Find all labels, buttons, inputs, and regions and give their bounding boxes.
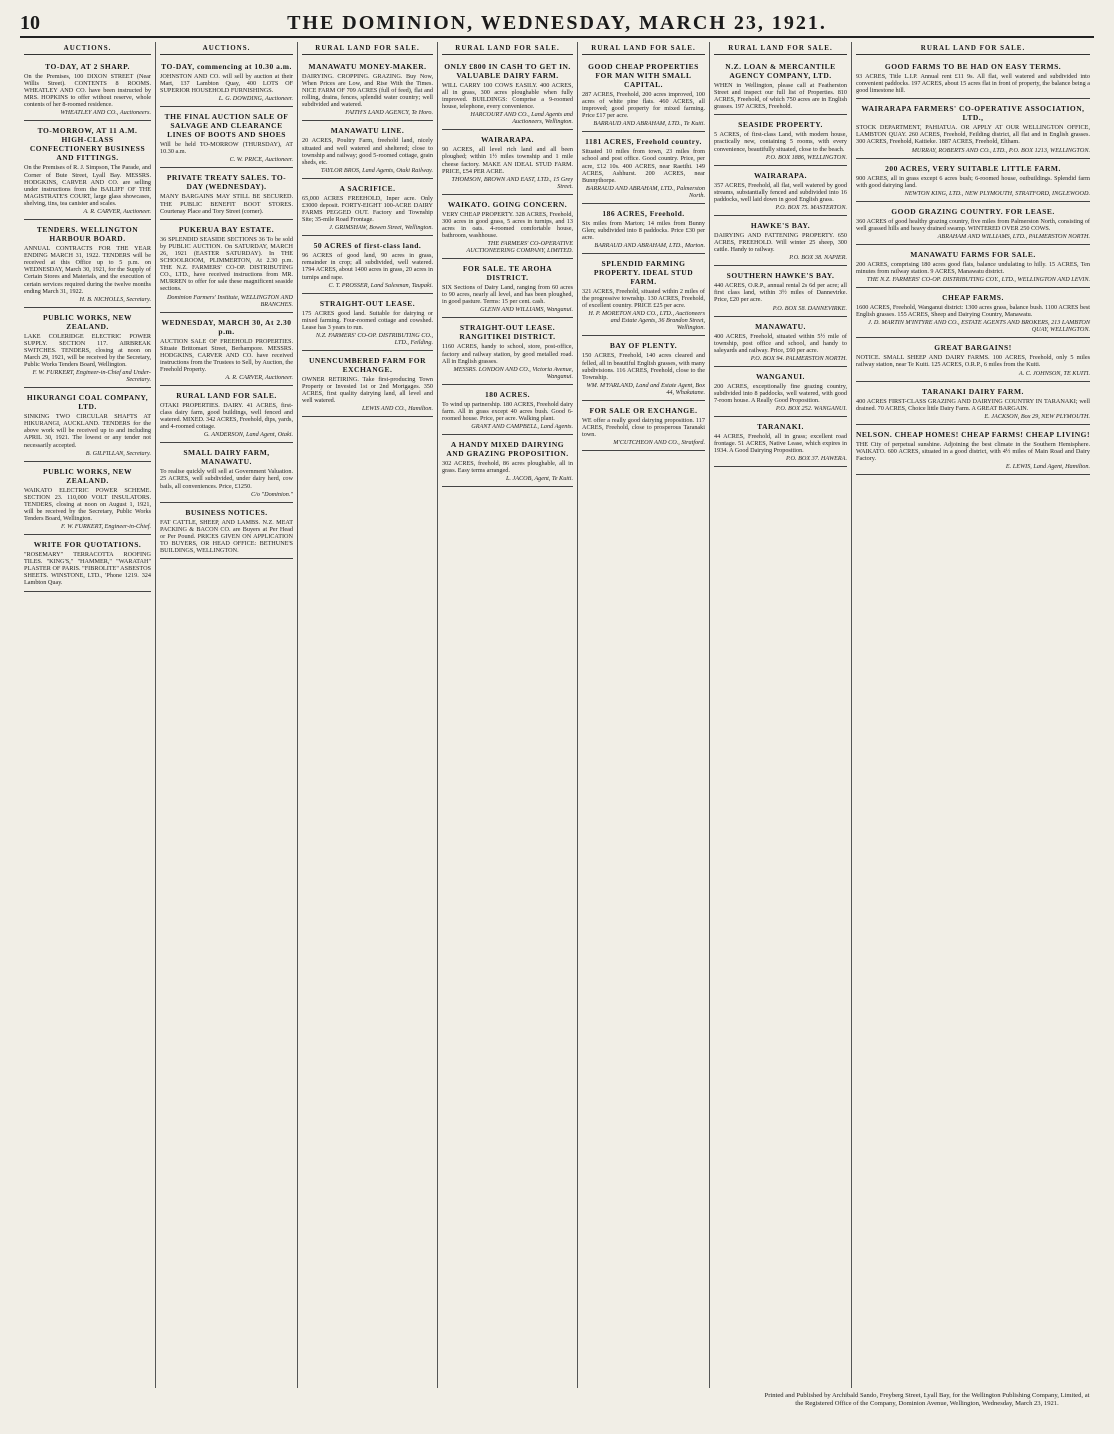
ad-body: THE City of perpetual sunshine. Adjoining the best climate in the Southern Hemisphere. WAIKATO. 600 ACRES, situated in a good district, with 4½ miles of Main Road and Dairy Factory.: [856, 440, 1090, 462]
ad-signature: MESSRS. LONDON AND CO., Victoria Avenue, Wanganui.: [453, 365, 573, 380]
advertisement: [714, 317, 847, 367]
column-1: [20, 42, 156, 1388]
advertisement: [24, 121, 151, 220]
ad-body: 175 ACRES good land. Suitable for dairying or mixed farming. Four-roomed cottage and cowshed. Lease has 3 years to run.: [302, 309, 433, 331]
advertisement: [856, 425, 1090, 475]
column-heading: AUCTIONS.: [160, 42, 293, 55]
ad-signature: BARRAUD AND ABRAHAM, LTD., Palmerston North.: [585, 184, 705, 199]
ad-title: NELSON. CHEAP HOMES! CHEAP FARMS! CHEAP LIVING!: [856, 429, 1091, 439]
column-heading: AUCTIONS.: [24, 42, 151, 55]
ad-signature: C. W. PRICE, Auctioneer.: [229, 156, 293, 164]
ad-title: 50 ACRES of first-class land.: [313, 241, 422, 251]
ad-body: To wind up partnership. 180 ACRES, Freehold dairy farm. All in grass except 40 acres bush. Good 6-roomed house. Price, per acre. Walking plant.: [442, 400, 573, 422]
ad-title: GOOD GRAZING COUNTRY. FOR LEASE.: [891, 206, 1055, 216]
advertisement: [160, 503, 293, 559]
ad-signature: BARRAUD AND ABRAHAM, LTD., Te Kuiti.: [593, 120, 705, 128]
ad-signature: P.O. BOX 58. DANNEVIRKE.: [772, 304, 847, 312]
advertisement: [160, 220, 293, 313]
ad-title: WAIRARAPA FARMERS' CO-OPERATIVE ASSOCIATION, LTD.,: [861, 104, 1085, 123]
ad-signature: C/o "Dominion.": [251, 490, 293, 498]
ad-title: FOR SALE OR EXCHANGE.: [589, 405, 698, 415]
advertisement: [714, 417, 847, 467]
ad-title: WAIKATO. GOING CONCERN.: [447, 199, 568, 209]
ad-body: OTAKI PROPERTIES. DAIRY. 41 ACRES, first-class dairy farm, good buildings, well fenced and watered. MIXED. 342 ACRES, Freehold, dips, yards, and 4-roomed cottage.: [160, 401, 294, 431]
ad-title: SEASIDE PROPERTY.: [738, 120, 823, 130]
ad-title: SMALL DAIRY FARM, MANAWATU.: [183, 448, 270, 467]
ad-signature: A. C. JOHNSON, TE KUITI.: [1018, 369, 1090, 377]
ad-title: PUKERUA BAY ESTATE.: [178, 224, 275, 234]
ad-signature: P.O. BOX 94. PALMERSTON NORTH.: [750, 354, 847, 362]
advertisement: [582, 204, 705, 254]
advertisement: [714, 115, 847, 165]
ad-body: Six miles from Marton; 14 miles from Bunny Glen; subdivided into 8 paddocks. Price £30 per acre.: [582, 219, 705, 242]
column-heading: RURAL LAND FOR SALE.: [442, 42, 573, 55]
column-7: [852, 42, 1094, 1388]
advertisement: [24, 388, 151, 461]
advertisement: [442, 435, 573, 487]
advertisement: [442, 318, 573, 384]
ad-signature: J. GRIMSHAW, Bowen Street, Wellington.: [329, 224, 433, 232]
ad-body: Will be held TO-MORROW (THURSDAY), AT 10.30 a.m.: [160, 141, 293, 156]
advertisement: [442, 57, 573, 130]
ad-title: GREAT BARGAINS!: [934, 343, 1012, 353]
ad-signature: L. G. DOWDING, Auctioneer.: [218, 95, 293, 103]
advertisement: [302, 179, 433, 236]
ad-title: RURAL LAND FOR SALE.: [176, 390, 277, 400]
ad-title: STRAIGHT-OUT LEASE. RANGITIKEI DISTRICT.: [459, 323, 556, 342]
ad-body: 1160 ACRES, handy to school, store, post-office, factory and railway station, by good metalled road. All in English grasses.: [442, 343, 573, 365]
advertisement: [302, 236, 433, 293]
ad-body: 1600 ACRES, Freehold, Wanganui district: 1300 acres grass, balance bush. 1100 ACRES best English grasses. 155 ACRES, Sheep and Dairying Country, Manawatu.: [856, 304, 1090, 319]
ad-title: HAWKE'S BAY.: [750, 220, 811, 230]
ad-body: DAIRYING AND FATTENING PROPERTY. 650 ACRES, FREEHOLD. Will winter 25 sheep, 300 cattle. Handy to railway.: [714, 231, 847, 254]
ad-body: 200 ACRES, comprising 180 acres good flats, balance undulating to hilly. 15 ACRES, Ten minutes from railway station. 9 ACRES, Manawatu district.: [856, 260, 1090, 276]
column-heading: RURAL LAND FOR SALE.: [302, 42, 433, 55]
ad-signature: H. P. MORETON AND CO., LTD., Auctioneers and Estate Agents, 36 Brandon Street, Wellington.: [588, 310, 705, 332]
ad-signature: B. GILFILLAN, Secretary.: [85, 449, 151, 457]
advertisement: [24, 462, 151, 535]
ad-title: HIKURANGI COAL COMPANY, LTD.: [26, 393, 149, 412]
ad-body: 20 ACRES, Poultry Farm, freehold land, nicely situated and well watered and sheltered; close to township and railway; good 5-roomed cottage, grain sheds, etc.: [302, 137, 433, 166]
ad-body: On the Premises, 100 DIXON STREET (Near Willis Street). CONTENTS 8 ROOMS. WHEATLEY AND CO. have been instructed by MRS. HOPKINS to offer without reserve, whole contents of her 8-roomed residence.: [24, 73, 151, 109]
ad-title: WAIRARAPA.: [754, 170, 807, 180]
ad-signature: H. B. NICHOLLS, Secretary.: [79, 295, 151, 303]
ad-title: 180 ACRES.: [484, 389, 530, 399]
advertisement: [302, 351, 433, 417]
ad-body: 302 ACRES, freehold, 86 acres ploughable, all in grass. Easy terms arranged.: [442, 459, 573, 475]
ad-title: UNENCUMBERED FARM FOR EXCHANGE.: [308, 355, 427, 374]
advertisement: [856, 382, 1090, 425]
masthead: [20, 10, 1094, 38]
column-5: [578, 42, 710, 1388]
ad-title: THE FINAL AUCTION SALE OF SALVAGE AND CLEARANCE LINES OF BOOTS AND SHOES: [164, 112, 289, 140]
advertisement: [160, 443, 293, 502]
advertisement: [302, 121, 433, 178]
ad-title: ONLY £800 IN CASH TO GET IN. VALUABLE DAIRY FARM.: [444, 62, 571, 80]
ad-body: MANY BARGAINS MAY STILL BE SECURED. THE PUBLIC BENEFIT BOOT STORES. Courtenay Place and Tory Street (corner).: [160, 193, 293, 215]
ad-title: MANAWATU LINE.: [330, 126, 405, 136]
ad-signature: P.O. BOX 252. WANGANUI.: [775, 405, 847, 413]
ad-body: ANNUAL CONTRACTS FOR THE YEAR ENDING MARCH 31, 1922. TENDERS will be received at this Office up to 5 p.m. on WEDNESDAY, March 30, 1921, for the Supply of Certain Stores and Materials, and the execution of certain services required during the twelve months ending March 31, 1922.: [24, 245, 151, 295]
ad-body: NOTICE. SMALL SHEEP AND DAIRY FARMS. 100 ACRES, Freehold, only 5 miles railway station, near Te Kuiti. 125 ACRES, O.R.P., 6 miles from the Kuiti.: [856, 354, 1090, 369]
ad-signature: J. D. MARTIN M'INTYRE AND CO., ESTATE AGENTS AND BROKERS, 213 LAMBTON QUAY, WELLINGTON.: [868, 319, 1090, 334]
ad-title: TO-DAY, commencing at 10.30 a.m.: [161, 62, 292, 71]
ad-signature: G. ANDERSON, Land Agent, Otaki.: [203, 431, 293, 439]
advertisement: [856, 159, 1090, 202]
ad-title: TENDERS. WELLINGTON HARBOUR BOARD.: [36, 225, 139, 244]
advertisement: [582, 254, 705, 336]
ad-signature: F. W. FURKERT, Engineer-in-Chief and Under-Secretary.: [32, 369, 151, 384]
ad-body: SINKING TWO CIRCULAR SHAFTS AT HIKURANGI, AUCKLAND. TENDERS for the above work will be received up to and including APRIL 30, 1921. The lowest or any tender not necessarily accepted.: [24, 413, 151, 449]
ad-signature: F. W. FURKERT, Engineer-in-Chief.: [61, 523, 151, 531]
ad-signature: THOMSON, BROWN AND EAST, LTD., 15 Grey Street.: [451, 175, 573, 190]
ad-body: 96 ACRES of good land, 90 acres in grass, remainder in crop; all subdivided, well watered. 1794 ACRES, about 1400 acres in grass, 20 acres in turnips and rape.: [302, 252, 433, 281]
ad-body: FAT CATTLE, SHEEP, AND LAMBS. N.Z. MEAT PACKING & BACON CO. are Buyers at Per Head or Per Pound. PRICES GIVEN ON APPLICATION TO BUYERS, OR HEAD OFFICE: BETHUNE'S BUILDINGS, WELLINGTON.: [160, 518, 293, 554]
advertisement: [160, 386, 293, 443]
advertisement: [856, 202, 1090, 245]
ad-signature: E. JACKSON, Box 29, NEW PLYMOUTH.: [984, 412, 1090, 420]
advertisement: [582, 401, 705, 451]
ad-signature: LEWIS AND CO., Hamilton.: [361, 405, 433, 413]
ad-signature: THE FARMERS' CO-OPERATIVE AUCTIONEERING COMPANY, LIMITED.: [466, 240, 573, 255]
ad-title: 1181 ACRES, Freehold country.: [585, 137, 702, 147]
ad-body: AUCTION SALE OF FREEHOLD PROPERTIES. Situate Brittomart Street, Berhampore. MESSRS. HODGKINS, CARVER AND CO. have received instructions from the Trustees to Sell, by Auction, the Freehold Property.: [160, 337, 293, 373]
ad-body: WE offer a really good dairying proposition. 117 ACRES, Freehold, close to prosperous Taranaki town.: [582, 416, 705, 438]
column-2: [156, 42, 298, 1388]
ad-body: 90 ACRES, all level rich land and all been ploughed; within 1½ miles township and 1 mile cheese factory. MAKE AN IDEAL STUD FARM. PRICE, £54 PER ACRE.: [442, 146, 573, 175]
advertisement: [856, 245, 1090, 288]
ad-title: WRITE FOR QUOTATIONS.: [33, 540, 142, 550]
ad-body: VERY CHEAP PROPERTY. 328 ACRES, Freehold, 300 acres in good grass, 5 acres in turnips, and 13 acres in oats. 4-roomed comfortable house, bathroom, washhouse.: [442, 210, 573, 240]
advertisement: [24, 308, 151, 388]
ad-title: MANAWATU FARMS FOR SALE.: [910, 249, 1036, 259]
ad-signature: N.Z. FARMERS' CO-OP. DISTRIBUTING CO., LTD., Feilding.: [315, 331, 433, 346]
ad-body: OWNER RETIRING. Take first-producing Town Property or Invested 1st or 2nd Mortgages. 350 ACRES, first quality dairying land, all level and well watered.: [302, 375, 433, 405]
ad-body: 440 ACRES, O.R.P., annual rental 2s 6d per acre; all first class land, within 3½ miles of Dannevirke. Price, £20 per acre.: [714, 282, 847, 304]
ad-title: SPLENDID FARMING PROPERTY. IDEAL STUD FARM.: [593, 259, 694, 287]
ad-body: 44 ACRES, Freehold, all in grass; excellent road frontage. 51 ACRES, Native Lease, which expires in 1934. A Good Dairying Proposition.: [714, 433, 847, 455]
ad-title: WEDNESDAY, MARCH 30, At 2.30 p.m.: [161, 317, 292, 336]
ad-signature: FAITH'S LAND AGENCY, Te Horo.: [345, 109, 433, 117]
ad-body: 357 ACRES, Freehold, all flat, well watered by good streams, substantially fenced and subdivided into 16 paddocks, well laid down in good English grass.: [714, 181, 847, 203]
advertisement: [856, 288, 1090, 338]
ad-title: MANAWATU MONEY-MAKER.: [308, 62, 427, 71]
advertisement: [856, 57, 1090, 99]
ad-body: WILL CARRY 100 COWS EASILY. 400 ACRES, all in grass, 300 acres ploughable when fully improved. BUILDINGS: Comprise a 9-roomed house, telephone, every convenience.: [442, 82, 573, 111]
ad-body: WAIKATO ELECTRIC POWER SCHEME. SECTION 23. 110,000 VOLT INSULATORS. TENDERS, closing at noon on August 1, 1921, will be received by the Secretary, Public Works Tenders Board, Wellington.: [24, 486, 151, 522]
ad-title: GOOD FARMS TO BE HAD ON EASY TERMS.: [884, 62, 1062, 71]
advertisement: [160, 107, 293, 168]
ad-body: 36 SPLENDID SEASIDE SECTIONS 36 To be sold by PUBLIC AUCTION. On SATURDAY, MARCH 26, 1921 (EASTER SATURDAY). In THE SCHOOLROOM, PLIMMERTON, At 2.30 p.m. THE N.Z. FARMERS' CO-OP. DISTRIBUTING CO., LTD., have received instructions from MR. MURREN to offer for sale these magnificent seaside sections.: [160, 235, 293, 293]
ad-signature: THE N.Z. FARMERS' CO-OP. DISTRIBUTING COY., LTD., WELLINGTON AND LEVIN.: [866, 276, 1090, 284]
column-heading: RURAL LAND FOR SALE.: [582, 42, 705, 55]
newspaper-title: THE DOMINION, WEDNESDAY, MARCH 23, 1921.: [287, 12, 827, 34]
column-heading: RURAL LAND FOR SALE.: [714, 42, 847, 55]
ad-title: MANAWATU.: [755, 321, 806, 331]
ad-title: A SACRIFICE.: [339, 183, 396, 193]
ad-signature: M'CUTCHEON AND CO., Stratford.: [613, 439, 705, 447]
advertisement: [582, 336, 705, 400]
ad-signature: L. JACOB, Agent, Te Kuiti.: [505, 475, 573, 483]
advertisement: [302, 57, 433, 121]
ad-signature: NEWTON KING, LTD., NEW PLYMOUTH, STRATFORD, INGLEWOOD.: [904, 189, 1090, 197]
ad-body: "ROSEMARY" TERRACOTTA ROOFING TILES. "KING'S," "HAMMER," "WARATAH" PLASTER OF PARIS. "FIBROLITE" ASBESTOS SHEETS. WINSTONE, LTD., 'Phone 1219. 324 Lambton Quay.: [24, 551, 151, 587]
advertisement: [714, 367, 847, 417]
ad-body: LAKE COLERIDGE ELECTRIC POWER SUPPLY. SECTION 117. AIRBREAK SWITCHES. TENDERS, closing at noon on March 29, 1921, will be received by the Secretary, Public Works Tenders Board, Wellington.: [24, 332, 151, 369]
advertisement: [302, 294, 433, 351]
ad-title: A HANDY MIXED DAIRYING AND GRAZING PROPOSITION.: [446, 439, 569, 458]
ad-body: 900 ACRES, all in grass except 6 acres bush; 6-roomed house, outbuildings. Splendid farm with good dairying land.: [856, 174, 1090, 189]
ad-title: 186 ACRES, Freehold.: [602, 208, 685, 218]
advertisement: [582, 57, 705, 132]
ad-title: GOOD CHEAP PROPERTIES FOR MAN WITH SMALL CAPITAL.: [588, 62, 699, 89]
ad-body: 200 ACRES, exceptionally fine grazing country, subdivided into 8 paddocks, well watered, with good 7-room house. A Really Good Proposition.: [714, 382, 847, 404]
ad-signature: P.O. BOX 75. MASTERTON.: [775, 203, 847, 211]
advertisement: [442, 259, 573, 318]
ad-body: STOCK DEPARTMENT, PAHIATUA. OR APPLY AT OUR WELLINGTON OFFICE, LAMBTON QUAY. 260 ACRES, Freehold, Feilding district, all flat and in English grasses. 300 ACRES, Freehold, Kaitieke. 1887 ACRES, Freehold, Eltham.: [856, 124, 1090, 146]
ad-title: CHEAP FARMS.: [942, 293, 1004, 303]
ad-body: DAIRYING. CROPPING. GRAZING. Buy Now, When Prices are Low, and Rise With the Times. NICE FARM OF 709 ACRES (full of feed), flat and rolling, drains, fences, splendid water country; well subdivided and watered.: [302, 73, 433, 109]
ad-title: PUBLIC WORKS, NEW ZEALAND.: [42, 312, 132, 331]
column-heading: RURAL LAND FOR SALE.: [856, 42, 1090, 55]
column-3: [298, 42, 438, 1388]
advertisement: [442, 130, 573, 194]
advertisement: [714, 166, 847, 216]
ad-signature: GLENN AND WILLIAMS, Wanganui.: [480, 306, 573, 314]
ad-title: WAIRARAPA.: [481, 135, 534, 145]
column-6: [710, 42, 852, 1388]
advertisement: [442, 385, 573, 435]
ad-title: STRAIGHT-OUT LEASE.: [319, 298, 416, 308]
column-4: [438, 42, 578, 1388]
ad-body: 321 ACRES, Freehold, situated within 2 miles of the progressive township. 130 ACRES, Freehold, of excellent country. PRICE £25 per acre.: [582, 288, 705, 310]
ad-signature: P.O. BOX 38. NAPIER.: [789, 254, 847, 262]
advertisement: [160, 313, 293, 386]
ad-signature: P.O. BOX 1886, WELLINGTON.: [765, 153, 847, 161]
ad-body: SIX Sections of Dairy Land, ranging from 60 acres to 90 acres, nearly all level, and has been ploughed, in good pasture. Terms: 15 per cent. cash.: [442, 284, 573, 306]
ad-title: TARANAKI DAIRY FARM.: [922, 386, 1024, 396]
ad-signature: WM. M'FARLAND, Land and Estate Agent, Box 44, Whakatane.: [586, 381, 705, 396]
advertisement: [582, 132, 705, 203]
ad-body: 5 ACRES, of first-class Land, with modern house, practically new, containing 5 rooms, with every convenience, beautifully situated, close to the beach.: [714, 131, 847, 153]
ad-body: Situated 10 miles from town, 23 miles from school and post office. Good country. Price, per acre, £12 10s. 400 ACRES, near Raetihi. 149 ACRES, Ashhurst. 200 ACRES, near Bunnythorpe.: [582, 148, 705, 184]
ad-body: To realise quickly will sell at Government Valuation. 25 ACRES, well subdivided, under dairy herd, cow bails, all conveniences. Price, £1250.: [160, 468, 293, 490]
advertisement: [24, 535, 151, 591]
advertisement: [856, 338, 1090, 381]
advertisement: [714, 57, 847, 115]
ad-signature: A. R. CARVER, Auctioneer.: [225, 373, 293, 381]
ad-signature: C. T. PROSSER, Land Salesman, Taupaki.: [328, 281, 433, 289]
advertisement: [442, 195, 573, 259]
advertisement: [160, 168, 293, 219]
ad-title: TO-MORROW, AT 11 A.M. HIGH-CLASS CONFECTIONERY BUSINESS AND FITTINGS.: [29, 126, 146, 163]
ad-signature: A. R. CARVER, Auctioneer.: [83, 208, 151, 216]
ad-body: 400 ACRES FIRST-CLASS GRAZING AND DAIRYING COUNTRY IN TARANAKI; well drained. 70 ACRES, Choice little Dairy Farm. A GREAT BARGAIN.: [856, 397, 1090, 412]
ad-body: 400 ACRES, Freehold, situated within 5½ mile of township, post office and school, and handy to saleyards and railway. Price, £60 per acre.: [714, 332, 847, 354]
ad-signature: ABRAHAM AND WILLIAMS, LTD., PALMERSTON NORTH.: [937, 232, 1090, 240]
ad-body: JOHNSTON AND CO. will sell by auction at their Mart, 137 Lambton Quay, 400 LOTS OF SUPERIOR HOUSEHOLD FURNISHINGS.: [160, 73, 293, 95]
printer-imprint: Printed and Published by Archibald Sando, Freyberg Street, Lyall Bay, for the Wellington Publishing Company, Limited, at the Registered Office of the Company, Dominion Avenue, Wellington, Wednesday, March 23, 1921.: [764, 1392, 1090, 1407]
ad-title: SOUTHERN HAWKE'S BAY.: [726, 271, 835, 281]
advertisement: [714, 266, 847, 316]
ad-signature: GRANT AND CAMPBELL, Land Agents.: [471, 422, 573, 430]
ad-signature: HARCOURT AND CO., Land Agents and Auctioneers, Wellington.: [470, 111, 573, 126]
ad-signature: Dominion Farmers' Institute, WELLINGTON AND BRANCHES.: [166, 293, 293, 308]
ad-title: 200 ACRES, VERY SUITABLE LITTLE FARM.: [885, 163, 1061, 173]
ad-signature: MURRAY, ROBERTS AND CO., LTD., P.O. BOX 1213, WELLINGTON.: [911, 146, 1090, 154]
ad-signature: WHEATLEY AND CO., Auctioneers.: [60, 109, 151, 117]
ad-title: BAY OF PLENTY.: [609, 341, 678, 351]
ad-body: 287 ACRES, Freehold, 200 acres improved, 100 acres of white pine flats. 460 ACRES, all improved; good property for mixed farming. Price £17 per acre.: [582, 91, 705, 120]
ad-title: WANGANUI.: [756, 371, 805, 381]
ad-title: N.Z. LOAN & MERCANTILE AGENCY COMPANY, LTD.: [725, 62, 836, 80]
page-number: 10: [20, 12, 40, 34]
ad-body: 93 ACRES, Title L.I.P. Annual rent £11 9s. All flat, well watered and subdivided into convenient paddocks. 197 ACRES, about 15 acres flat in front of property, the balance being a good limestone hill.: [856, 73, 1090, 95]
ad-title: TARANAKI.: [757, 422, 804, 432]
ad-title: FOR SALE. TE AROHA DISTRICT.: [462, 264, 553, 283]
columns-container: [20, 42, 1094, 1388]
advertisement: [714, 216, 847, 266]
advertisement: [160, 57, 293, 107]
ad-body: 150 ACRES, Freehold, 140 acres cleared and felled, all in beautiful English grasses, with many subdivisions. 116 ACRES, Freehold, close to the Township.: [582, 352, 705, 381]
advertisement: [24, 220, 151, 308]
ad-signature: TAYLOR BROS, Land Agents, Otaki Railway.: [320, 166, 433, 174]
ad-title: PRIVATE TREATY SALES. TO-DAY (WEDNESDAY).: [166, 173, 287, 192]
ad-signature: P.O. BOX 37. HAWERA.: [785, 455, 847, 463]
ad-body: 65,000 ACRES FREEHOLD, Inper acre. Only £3000 deposit. FORTY-EIGHT 100-ACRE DAIRY FARMS PEGGED OUT. Factory and Township Site; 35-mile Road Frontage.: [302, 194, 433, 224]
ad-title: BUSINESS NOTICES.: [185, 507, 268, 517]
ad-body: 360 ACRES of good healthy grazing country, five miles from Palmerston North, consisting of well grassed hills and heavy drained swamp. WINTERED OVER 250 COWS.: [856, 217, 1090, 232]
ad-body: On the Premises of R. J. Simpson, The Parade, and Corner of Bute Street, Lyall Bay. MESSRS. HODGKINS, CARVER AND CO. are selling under instructions from the BAILIFF OF THE MAGISTRATE'S COURT, large glass showcases, shelving, tins, tea canister and scales.: [24, 164, 151, 207]
advertisement: [856, 99, 1090, 158]
ad-title: PUBLIC WORKS, NEW ZEALAND.: [42, 466, 132, 485]
ad-signature: E. LEWIS, Land Agent, Hamilton.: [1005, 462, 1090, 470]
ad-signature: BARRAUD AND ABRAHAM, LTD., Marton.: [594, 242, 705, 250]
ad-body: WHEN in Wellington, please call at Featherston Street and inspect our full list of Properties. 810 ACRES, Freehold, of which 750 acres are in English grasses. 197 ACRES, Freehold.: [714, 82, 847, 111]
ad-title: TO-DAY, AT 2 SHARP.: [45, 62, 130, 71]
advertisement: [24, 57, 151, 121]
